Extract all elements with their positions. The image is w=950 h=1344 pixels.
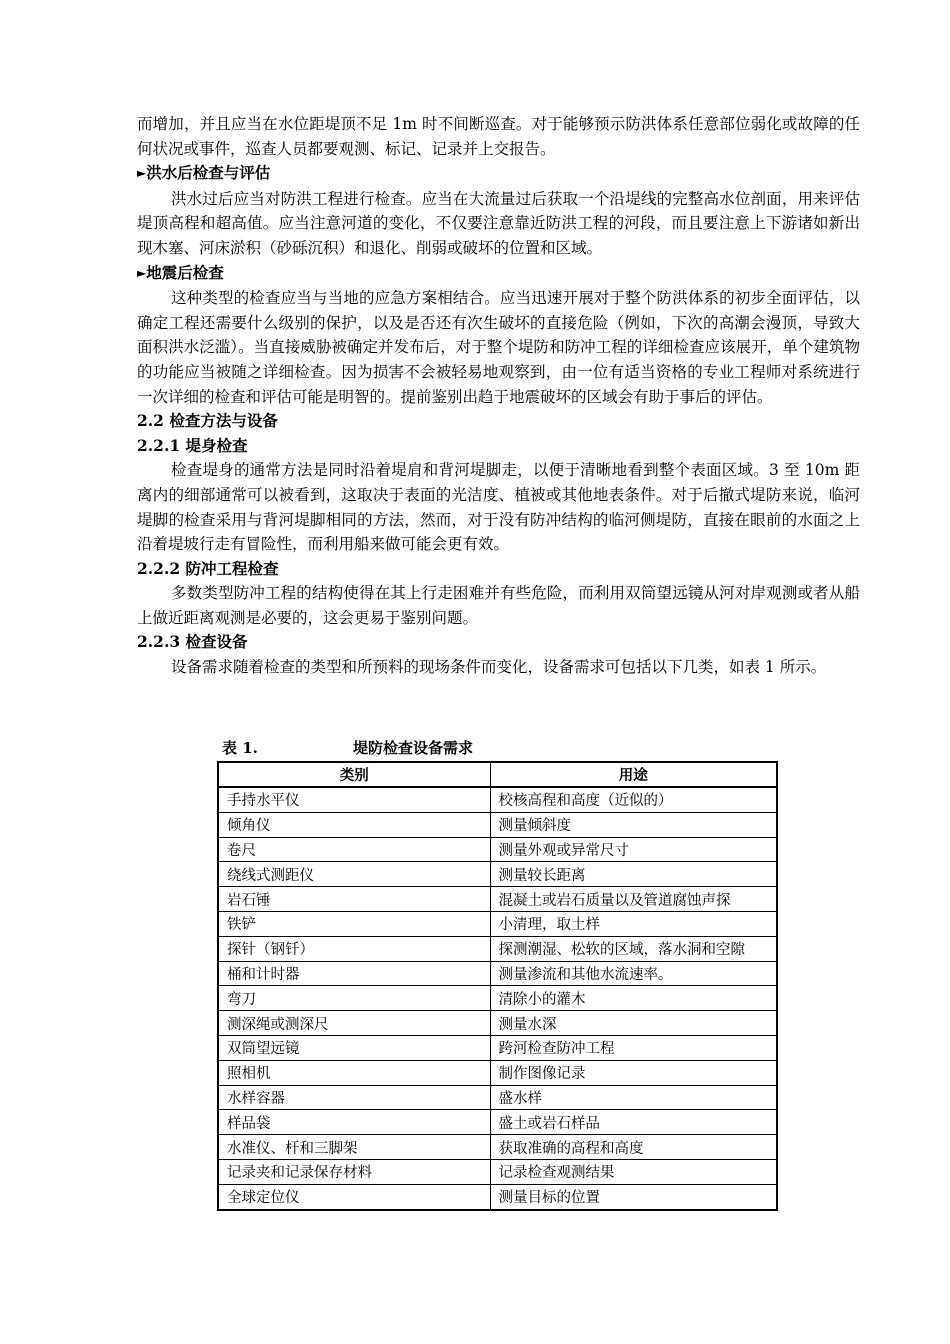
cell-category: 桶和计时器 — [218, 961, 490, 986]
cell-category: 记录夹和记录保存材料 — [218, 1159, 490, 1184]
cell-category: 绕线式测距仪 — [218, 862, 490, 887]
paragraph-post-flood: 洪水过后应当对防洪工程进行检查。应当在大流量过后获取一个沿堤线的完整高水位剖面，用来评估堤顶高程和超高值。应当注意河道的变化，不仅要注意靠近防洪工程的河段，而且要注意上下游诸如新出现木塞、河床淤积（砂砾沉积）和退化、削弱或破坏的位置和区域。 — [137, 189, 860, 257]
paragraph-post-earthquake: 这种类型的检查应当与当地的应急方案相结合。应当迅速开展对于整个防洪体系的初步全面评估，以确定工程还需要什么级别的保护，以及是否还有次生破坏的直接危险（例如，下次的高潮会漫顶，导致大面积洪水泛滥）。当直接威胁被确定并发布后，对于整个堤防和防冲工程的详细检查应该展开，单个建筑物的功能应当被随之详细检查。因为损害不会被轻易地观察到，由一位有适当资格的专业工程师对系统进行一次详细的检查和评估可能是明智的。提前鉴别出趋于地震破坏的区域会有助于事后的评估。 — [137, 289, 860, 406]
cell-category: 双筒望远镜 — [218, 1035, 490, 1060]
triangle-bullet-icon: ► — [137, 265, 147, 280]
table-row — [218, 1110, 777, 1135]
document-body — [137, 112, 860, 680]
column-header-category: 类别 — [218, 762, 490, 787]
table-row — [218, 961, 777, 986]
cell-purpose: 制作图像记录 — [490, 1060, 777, 1085]
section-heading-2-2-1: 2.2.1 堤身检查 — [137, 435, 248, 455]
cell-purpose: 测量倾斜度 — [490, 812, 777, 837]
section-heading-2-2: 2.2 检查方法与设备 — [137, 411, 278, 431]
cell-category: 卷尺 — [218, 837, 490, 862]
table-row — [218, 1060, 777, 1085]
cell-category: 手持水平仪 — [218, 787, 490, 812]
column-header-purpose: 用途 — [490, 762, 777, 787]
table-header-row — [218, 762, 777, 787]
cell-category: 铁铲 — [218, 911, 490, 936]
cell-category: 探针（钢钎） — [218, 936, 490, 961]
cell-purpose: 测量渗流和其他水流速率。 — [490, 961, 777, 986]
section-heading-post-flood: ►洪水后检查与评估 — [137, 161, 860, 187]
table-row — [218, 812, 777, 837]
cell-purpose: 探测潮湿、松软的区域，落水洞和空隙 — [490, 936, 777, 961]
table-row — [218, 1011, 777, 1036]
table-row — [218, 1135, 777, 1160]
cell-category: 弯刀 — [218, 986, 490, 1011]
table-row — [218, 1184, 777, 1209]
section-heading-2-2-3: 2.2.3 检查设备 — [137, 632, 248, 652]
table-number: 表 1. — [222, 739, 258, 757]
cell-purpose: 获取准确的高程和高度 — [490, 1135, 777, 1160]
cell-category: 全球定位仪 — [218, 1184, 490, 1209]
table-row — [218, 1159, 777, 1184]
equipment-table — [217, 761, 778, 1211]
cell-category: 测深绳或测深尺 — [218, 1011, 490, 1036]
table-row — [218, 887, 777, 912]
cell-purpose: 清除小的灌木 — [490, 986, 777, 1011]
cell-purpose: 盛土或岩石样品 — [490, 1110, 777, 1135]
section-heading-2-2-2: 2.2.2 防冲工程检查 — [137, 558, 279, 578]
table-row — [218, 1035, 777, 1060]
table-title: 堤防检查设备需求 — [353, 739, 474, 757]
cell-purpose: 记录检查观测结果 — [490, 1159, 777, 1184]
cell-category: 倾角仪 — [218, 812, 490, 837]
cell-purpose: 盛水样 — [490, 1085, 777, 1110]
triangle-bullet-icon: ► — [137, 166, 147, 181]
table-row — [218, 911, 777, 936]
cell-category: 岩石锤 — [218, 887, 490, 912]
table-row — [218, 837, 777, 862]
cell-purpose: 测量较长距离 — [490, 862, 777, 887]
table-caption — [222, 737, 473, 759]
cell-purpose: 混凝土或岩石质量以及管道腐蚀声探 — [490, 887, 777, 912]
cell-purpose: 测量外观或异常尺寸 — [490, 837, 777, 862]
cell-category: 水准仪、杆和三脚架 — [218, 1135, 490, 1160]
table-row — [218, 986, 777, 1011]
table-row — [218, 787, 777, 812]
table-row — [218, 862, 777, 887]
cell-purpose: 测量水深 — [490, 1011, 777, 1036]
paragraph-levee-inspection: 检查堤身的通常方法是同时沿着堤肩和背河堤脚走，以便于清晰地看到整个表面区域。3 至 10m 距离内的细部通常可以被看到，这取决于表面的光洁度、植被或其他地表条件。对于后撤式堤防来说，临河堤脚的检查采用与背河堤脚相同的方法，然而，对于没有防冲结构的临河侧堤防，直接在眼前的水面之上沿着堤坡行走有冒险性，而利用船来做可能会更有效。 — [137, 461, 860, 554]
paragraph-erosion-works: 多数类型防冲工程的结构使得在其上行走困难并有些危险，而利用双筒望远镜从河对岸观测或者从船上做近距离观测是必要的，这会更易于鉴别问题。 — [137, 584, 860, 627]
cell-category: 样品袋 — [218, 1110, 490, 1135]
paragraph-equipment: 设备需求随着检查的类型和所预料的现场条件而变化，设备需求可包括以下几类，如表 1 所示。 — [171, 658, 827, 677]
section-heading-post-earthquake: ►地震后检查 — [137, 261, 860, 287]
cell-purpose: 校核高程和高度（近似的） — [490, 787, 777, 812]
cell-category: 水样容器 — [218, 1085, 490, 1110]
cell-purpose: 测量目标的位置 — [490, 1184, 777, 1209]
table-row — [218, 936, 777, 961]
paragraph-continuation: 而增加，并且应当在水位距堤顶不足 1m 时不间断巡查。对于能够预示防洪体系任意部位弱化或故障的任何状况或事件，巡查人员都要观测、标记、记录并上交报告。 — [137, 115, 860, 158]
cell-purpose: 小清理，取土样 — [490, 911, 777, 936]
cell-purpose: 跨河检查防冲工程 — [490, 1035, 777, 1060]
table-row — [218, 1085, 777, 1110]
cell-category: 照相机 — [218, 1060, 490, 1085]
